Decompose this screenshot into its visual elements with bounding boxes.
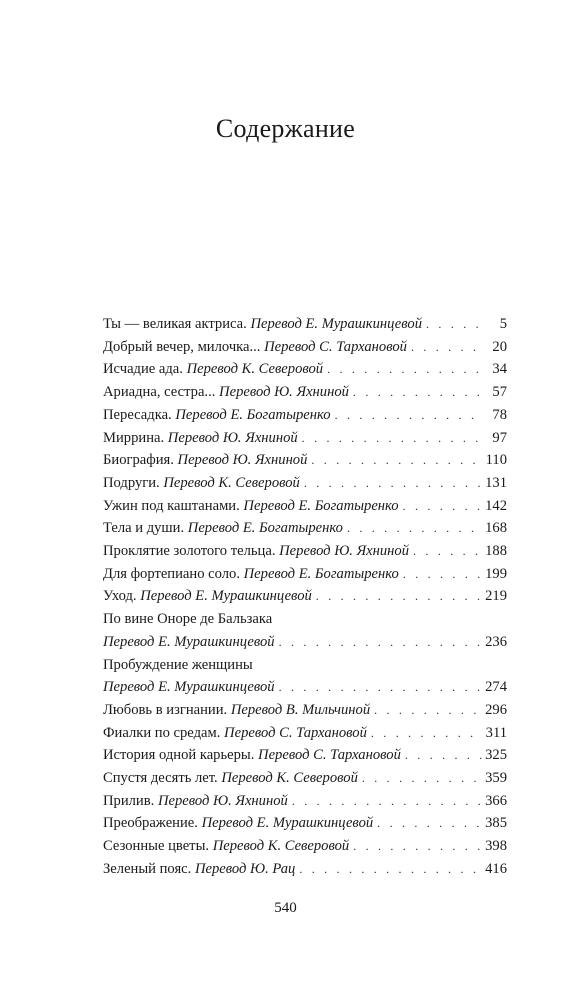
- entry-title: Преображение.: [103, 815, 198, 832]
- toc-entry[interactable]: [103, 358, 507, 381]
- toc-entry[interactable]: [103, 313, 507, 336]
- entry-title: Сезонные цветы.: [103, 838, 210, 855]
- entry-translator: Перевод Ю. Яхниной: [177, 452, 308, 469]
- toc-entry[interactable]: [103, 722, 507, 745]
- entry-translator: Перевод Е. Мурашкинцевой: [201, 815, 374, 832]
- toc-entry[interactable]: [103, 495, 507, 518]
- entry-page-number: 188: [485, 543, 507, 560]
- toc-entry[interactable]: [103, 449, 507, 472]
- entry-page-number: 359: [485, 770, 507, 787]
- entry-page-number: 78: [492, 406, 507, 423]
- toc-entry[interactable]: [103, 654, 507, 699]
- toc-entry[interactable]: [103, 835, 507, 858]
- dot-leader: [353, 381, 482, 404]
- entry-page-number: 219: [485, 588, 507, 605]
- entry-title: По вине Оноре де Бальзака: [103, 611, 273, 628]
- toc-entry[interactable]: [103, 427, 507, 450]
- dot-leader: [335, 404, 482, 427]
- dot-leader: [311, 449, 482, 472]
- entry-page-number: 385: [485, 815, 507, 832]
- dot-leader: [304, 472, 482, 495]
- entry-translator: Перевод К. Северовой: [186, 361, 324, 378]
- entry-translator: Перевод Е. Богатыренко: [175, 406, 331, 423]
- page-title: Содержание: [215, 114, 356, 143]
- entry-title: История одной карьеры.: [103, 747, 255, 764]
- dot-leader: [411, 336, 482, 359]
- entry-title: Прилив.: [103, 792, 155, 809]
- entry-title: Миррина.: [103, 429, 165, 446]
- dot-leader: [353, 835, 482, 858]
- dot-leader: [362, 767, 482, 790]
- toc-entry[interactable]: [103, 336, 507, 359]
- toc-entry[interactable]: [103, 381, 507, 404]
- entry-translator: Перевод С. Тархановой: [264, 338, 407, 355]
- entry-title: Подруги.: [103, 474, 160, 491]
- entry-translator: Перевод Е. Богатыренко: [187, 520, 343, 537]
- entry-page-number: 34: [492, 361, 507, 378]
- dot-leader: [316, 585, 482, 608]
- entry-translator: Перевод Ю. Яхниной: [157, 792, 288, 809]
- entry-page-number: 199: [485, 565, 507, 582]
- dot-leader: [377, 812, 482, 835]
- dot-leader: [413, 540, 482, 563]
- entry-translator: Перевод Е. Мурашкинцевой: [103, 633, 275, 650]
- dot-leader: [405, 744, 482, 767]
- entry-page-number: 97: [492, 429, 507, 446]
- entry-title: Пересадка.: [103, 406, 172, 423]
- toc-entry[interactable]: [103, 744, 507, 767]
- entry-title: Исчадие ада.: [103, 361, 183, 378]
- entry-page-number: 110: [485, 452, 507, 469]
- entry-page-number: 366: [485, 792, 507, 809]
- toc-entry[interactable]: [103, 472, 507, 495]
- dot-leader: [292, 790, 482, 813]
- entry-translator: Перевод Ю. Яхниной: [167, 429, 298, 446]
- toc-entry[interactable]: [103, 812, 507, 835]
- toc-entry[interactable]: [103, 585, 507, 608]
- entry-title: Зеленый пояс.: [103, 860, 192, 877]
- entry-translator: Перевод Е. Мурашкинцевой: [140, 588, 312, 605]
- dot-leader: [279, 676, 482, 699]
- entry-page-number: 274: [485, 679, 507, 696]
- entry-title: Фиалки по средам.: [103, 724, 221, 741]
- entry-translator: Перевод К. Северовой: [163, 474, 300, 491]
- entry-translator: Перевод С. Тархановой: [258, 747, 401, 764]
- entry-translator: Перевод Е. Богатыренко: [243, 565, 399, 582]
- toc-entry[interactable]: [103, 540, 507, 563]
- toc-entry[interactable]: [103, 608, 507, 653]
- entry-translator: Перевод Е. Богатыренко: [243, 497, 399, 514]
- entry-translator: Перевод Ю. Рац: [194, 860, 296, 877]
- entry-page-number: 416: [485, 860, 507, 877]
- entry-title: Любовь в изгнании.: [103, 701, 228, 718]
- dot-leader: [302, 427, 482, 450]
- entry-page-number: 236: [485, 633, 507, 650]
- entry-page-number: 296: [485, 701, 507, 718]
- table-of-contents: [103, 313, 507, 881]
- entry-translator: Перевод Е. Мурашкинцевой: [103, 679, 275, 696]
- entry-page-number: 131: [485, 474, 507, 491]
- entry-page-number: 5: [499, 316, 507, 332]
- entry-title: Уход.: [103, 588, 137, 605]
- entry-title: Тела и души.: [103, 520, 185, 537]
- entry-title: Для фортепиано соло.: [103, 565, 240, 582]
- entry-translator: Перевод К. Северовой: [212, 838, 350, 855]
- entry-title: Ужин под каштанами.: [103, 497, 240, 514]
- entry-page-number: 142: [485, 497, 507, 514]
- entry-translator: Перевод К. Северовой: [221, 770, 358, 787]
- dot-leader: [299, 858, 482, 881]
- dot-leader: [279, 631, 482, 654]
- entry-page-number: 57: [492, 384, 507, 401]
- entry-page-number: 398: [485, 838, 507, 855]
- toc-entry[interactable]: [103, 858, 507, 881]
- entry-title: Спустя десять лет.: [103, 770, 218, 787]
- toc-entry[interactable]: [103, 517, 507, 540]
- entry-page-number: 311: [485, 724, 507, 741]
- entry-page-number: 20: [492, 338, 507, 355]
- dot-leader: [403, 563, 482, 586]
- toc-entry[interactable]: [103, 767, 507, 790]
- entry-title: Ариадна, сестра...: [103, 384, 216, 401]
- dot-leader: [347, 517, 482, 540]
- entry-translator: Перевод Ю. Яхниной: [219, 384, 349, 401]
- toc-entry[interactable]: [103, 404, 507, 427]
- toc-entry[interactable]: [103, 790, 507, 813]
- dot-leader: [426, 313, 482, 336]
- dot-leader: [374, 699, 482, 722]
- entry-title: Добрый вечер, милочка...: [103, 338, 261, 355]
- dot-leader: [403, 495, 482, 518]
- entry-translator: Перевод Е. Мурашкинцевой: [250, 316, 423, 332]
- dot-leader: [371, 722, 482, 745]
- entry-translator: Перевод В. Мильчиной: [230, 701, 371, 718]
- entry-translator: Перевод Ю. Яхниной: [279, 543, 410, 560]
- entry-translator: Перевод С. Тархановой: [224, 724, 367, 741]
- entry-title: Биография.: [103, 452, 174, 469]
- toc-entry[interactable]: [103, 699, 507, 722]
- entry-title: Ты — великая актриса.: [103, 316, 247, 332]
- toc-entry[interactable]: [103, 563, 507, 586]
- dot-leader: [327, 358, 482, 381]
- entry-page-number: 325: [485, 747, 507, 764]
- page-number-footer: 540: [274, 900, 297, 916]
- entry-title: Пробуждение женщины: [103, 656, 253, 673]
- entry-page-number: 168: [485, 520, 507, 537]
- entry-title: Проклятие золотого тельца.: [103, 543, 276, 560]
